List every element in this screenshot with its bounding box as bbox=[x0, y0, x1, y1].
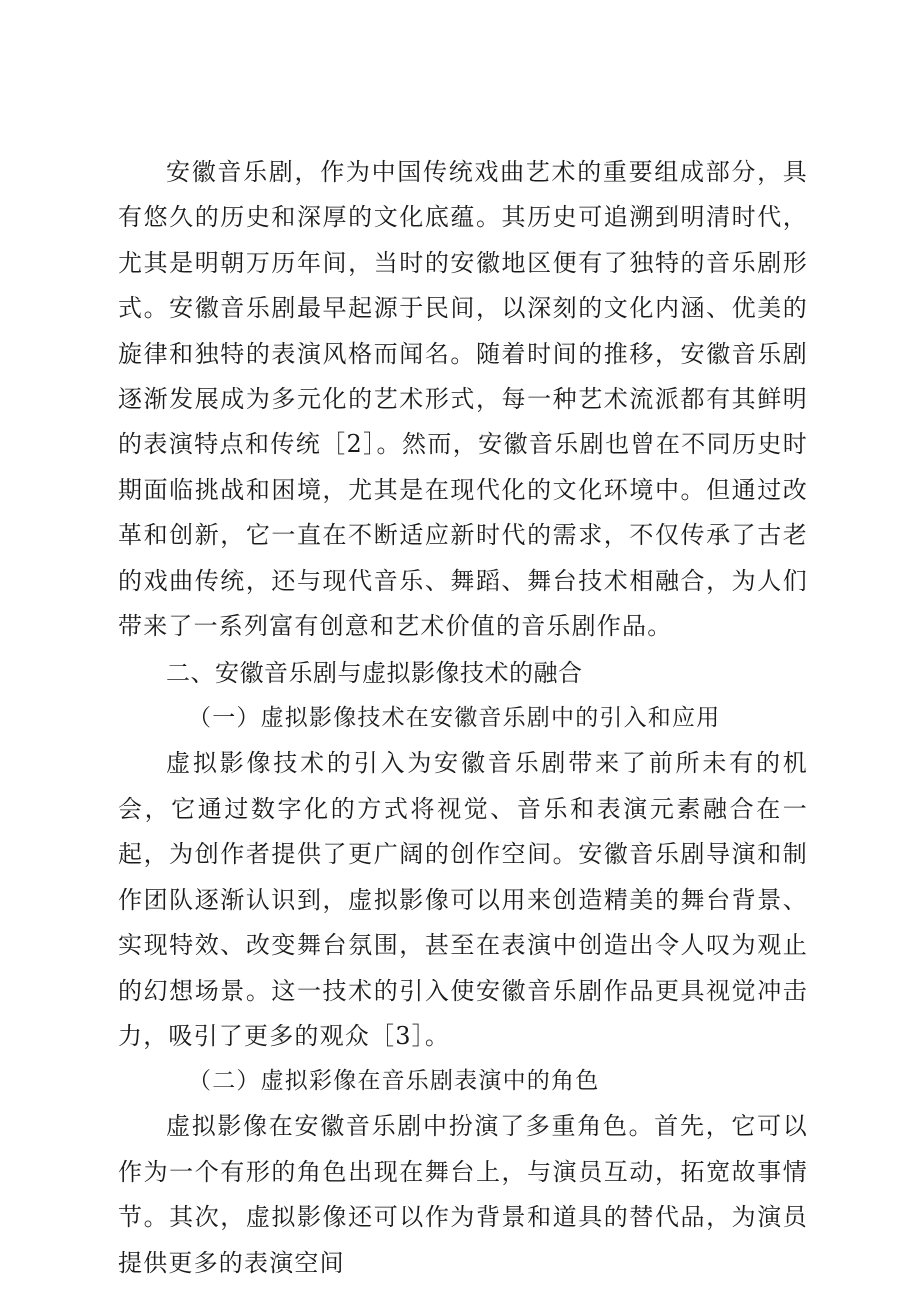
subsection-1-paragraph: 虚拟影像技术的引入为安徽音乐剧带来了前所未有的机会，它通过数字化的方式将视觉、音乐和表演元素融合在一起，为创作者提供了更广阔的创作空间。安徽音乐剧导演和制作团队逐渐认识到，虚拟影像可以用来创造精美的舞台背景、实现特效、改变舞台氛围，甚至在表演中创造出令人叹为观止的幻想场景。这一技术的引入使安徽音乐剧作品更具视觉冲击力，吸引了更多的观众［3］。 bbox=[118, 749, 808, 1050]
subsection-2-heading: （二）虚拟彩像在音乐剧表演中的角色 bbox=[188, 1068, 600, 1095]
intro-paragraph: 安徽音乐剧，作为中国传统戏曲艺术的重要组成部分，具有悠久的历史和深厚的文化底蕴。其历史可追溯到明清时代，尤其是明朝万历年间，当时的安徽地区便有了独特的音乐剧形式。安徽音乐剧最早起源于民间，以深刻的文化内涵、优美的旋律和独特的表演风格而闻名。随着时间的推移，安徽音乐剧逐渐发展成为多元化的艺术形式，每一种艺术流派都有其鲜明的表演特点和传统［2］。然而，安徽音乐剧也曾在不同历史时期面临挑战和困境，尤其是在现代化的文化环境中。但通过改革和创新，它一直在不断适应新时代的需求，不仅传承了古老的戏曲传统，还与现代音乐、舞蹈、舞台技术相融合，为人们带来了一系列富有创意和艺术价值的音乐剧作品。 bbox=[118, 158, 808, 641]
subsection-2-paragraph: 虚拟影像在安徽音乐剧中扮演了多重角色。首先，它可以作为一个有形的角色出现在舞台上，与演员互动，拓宽故事情节。其次，虚拟影像还可以作为背景和道具的替代品，为演员提供更多的表演空间 bbox=[118, 1112, 808, 1277]
subsection-1-heading: （一）虚拟影像技术在安徽音乐剧中的引入和应用 bbox=[188, 705, 721, 732]
document-page bbox=[118, 150, 808, 1286]
section-heading: 二、安徽音乐剧与虚拟影像技术的融合 bbox=[166, 659, 583, 688]
